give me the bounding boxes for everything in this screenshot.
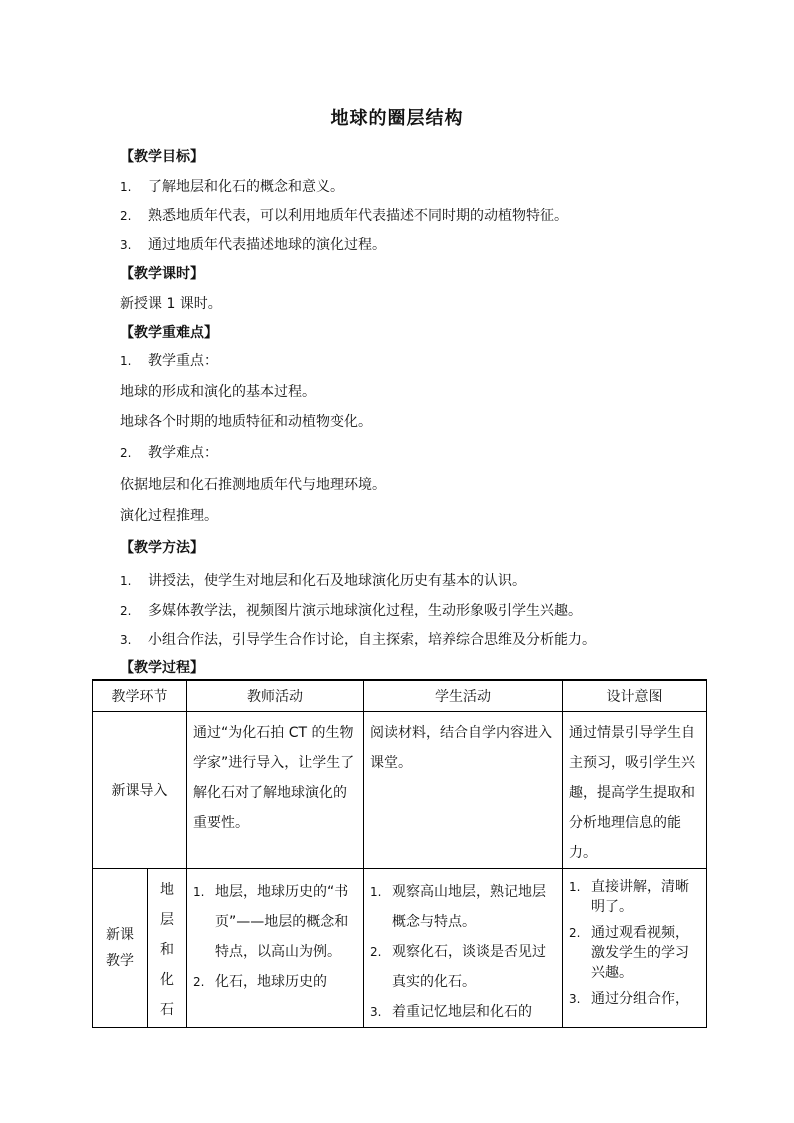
method-item bbox=[120, 601, 582, 621]
item-text: 化石，地球历史的 bbox=[215, 974, 327, 990]
method-item bbox=[120, 630, 596, 650]
method-number: 2. bbox=[120, 604, 132, 618]
table-header-cell: 教师活动 bbox=[187, 680, 364, 712]
substage-char: 化 bbox=[160, 972, 174, 988]
table-row bbox=[93, 869, 707, 1028]
student-activity-list bbox=[364, 869, 562, 1027]
item-number: 2. bbox=[370, 945, 382, 959]
item-text: 着重记忆地层和化石的 bbox=[392, 1004, 532, 1020]
stage-text: 新课教学 bbox=[106, 927, 134, 969]
method-item bbox=[120, 571, 526, 591]
substage-char: 和 bbox=[160, 942, 174, 958]
method-text: 多媒体教学法，视频图片演示地球演化过程，生动形象吸引学生兴趣。 bbox=[148, 603, 582, 619]
goal-text: 熟悉地质年代表，可以利用地质年代表描述不同时期的动植物特征。 bbox=[148, 208, 568, 224]
stage-cell: 新课导入 bbox=[93, 712, 187, 869]
student-activity-cell bbox=[364, 712, 563, 869]
goal-number: 1. bbox=[120, 180, 132, 194]
item-text: 通过观看视频，激发学生的学习兴趣。 bbox=[591, 925, 689, 981]
item-number: 1. bbox=[569, 880, 581, 894]
method-text: 讲授法，使学生对地层和化石及地球演化历史有基本的认识。 bbox=[148, 573, 526, 589]
list-item bbox=[193, 877, 357, 967]
design-intent-cell bbox=[563, 712, 707, 869]
substage-char: 层 bbox=[160, 912, 174, 928]
item-text: 通过分组合作， bbox=[591, 991, 689, 1007]
list-item bbox=[193, 967, 357, 997]
key-point-text: 地球各个时期的地质特征和动植物变化。 bbox=[120, 414, 372, 430]
stage-cell bbox=[93, 869, 148, 1028]
goal-number: 3. bbox=[120, 238, 132, 252]
key-heading: 【教学重难点】 bbox=[120, 325, 218, 341]
teacher-activity-cell bbox=[187, 712, 364, 869]
goals-heading: 【教学目标】 bbox=[120, 149, 204, 165]
key-point-number: 1. bbox=[120, 354, 132, 368]
design-intent-list bbox=[563, 869, 706, 1009]
difficulty-label bbox=[120, 443, 218, 463]
design-intent-cell bbox=[563, 869, 707, 1028]
method-number: 1. bbox=[120, 574, 132, 588]
hours-text: 新授课 1 课时。 bbox=[120, 296, 222, 312]
item-number: 3. bbox=[370, 1005, 382, 1019]
item-number: 1. bbox=[370, 885, 382, 899]
substage-cell bbox=[148, 869, 187, 1028]
process-heading: 【教学过程】 bbox=[120, 660, 204, 676]
goal-item bbox=[120, 235, 386, 255]
key-point-text: 地球的形成和演化的基本过程。 bbox=[120, 384, 316, 400]
substage-char: 地 bbox=[160, 882, 174, 898]
difficulty-number: 2. bbox=[120, 446, 132, 460]
item-text: 观察化石，谈谈是否见过真实的化石。 bbox=[392, 944, 546, 990]
goal-item bbox=[120, 206, 568, 226]
item-text: 直接讲解，清晰明了。 bbox=[591, 879, 689, 915]
list-item bbox=[569, 877, 700, 917]
goal-text: 了解地层和化石的概念和意义。 bbox=[148, 179, 344, 195]
teacher-activity-text: 通过“为化石拍 CT 的生物学家”进行导入，让学生了解化石对了解地球演化的重要性。 bbox=[193, 725, 355, 831]
item-text: 观察高山地层，熟记地层概念与特点。 bbox=[392, 884, 546, 930]
methods-heading: 【教学方法】 bbox=[120, 540, 204, 556]
list-item bbox=[569, 989, 700, 1009]
table-header-row bbox=[93, 680, 707, 712]
difficulty-text: 演化过程推理。 bbox=[120, 508, 218, 524]
document-title: 地球的圈层结构 bbox=[330, 108, 464, 129]
lesson-process-table bbox=[92, 679, 707, 1028]
goal-item bbox=[120, 177, 344, 197]
table-header-cell: 教学环节 bbox=[93, 680, 187, 712]
item-number: 1. bbox=[193, 885, 205, 899]
student-activity-cell bbox=[364, 869, 563, 1028]
table-header-cell: 设计意图 bbox=[563, 680, 707, 712]
substage-text bbox=[148, 869, 186, 1025]
teacher-activity-list bbox=[187, 869, 363, 997]
difficulty-label-text: 教学难点： bbox=[148, 445, 218, 461]
teacher-activity-cell bbox=[187, 869, 364, 1028]
substage-char: 石 bbox=[160, 1002, 174, 1018]
item-number: 2. bbox=[193, 975, 205, 989]
item-text: 地层，地球历史的“书页”——地层的概念和特点，以高山为例。 bbox=[215, 884, 349, 960]
method-number: 3. bbox=[120, 633, 132, 647]
hours-heading: 【教学课时】 bbox=[120, 266, 204, 282]
goal-number: 2. bbox=[120, 209, 132, 223]
list-item bbox=[370, 997, 556, 1027]
item-number: 3. bbox=[569, 992, 581, 1006]
list-item bbox=[370, 877, 556, 937]
goal-text: 通过地质年代表描述地球的演化过程。 bbox=[148, 237, 386, 253]
design-intent-text: 通过情景引导学生自主预习，吸引学生兴趣，提高学生提取和分析地理信息的能力。 bbox=[569, 725, 695, 861]
table-row bbox=[93, 712, 707, 869]
list-item bbox=[569, 923, 700, 983]
key-point-label bbox=[120, 351, 218, 371]
key-point-label-text: 教学重点： bbox=[148, 353, 218, 369]
table-header-cell: 学生活动 bbox=[364, 680, 563, 712]
student-activity-text: 阅读材料，结合自学内容进入课堂。 bbox=[370, 725, 552, 771]
method-text: 小组合作法，引导学生合作讨论，自主探索，培养综合思维及分析能力。 bbox=[148, 632, 596, 648]
difficulty-text: 依据地层和化石推测地质年代与地理环境。 bbox=[120, 477, 386, 493]
item-number: 2. bbox=[569, 926, 581, 940]
list-item bbox=[370, 937, 556, 997]
